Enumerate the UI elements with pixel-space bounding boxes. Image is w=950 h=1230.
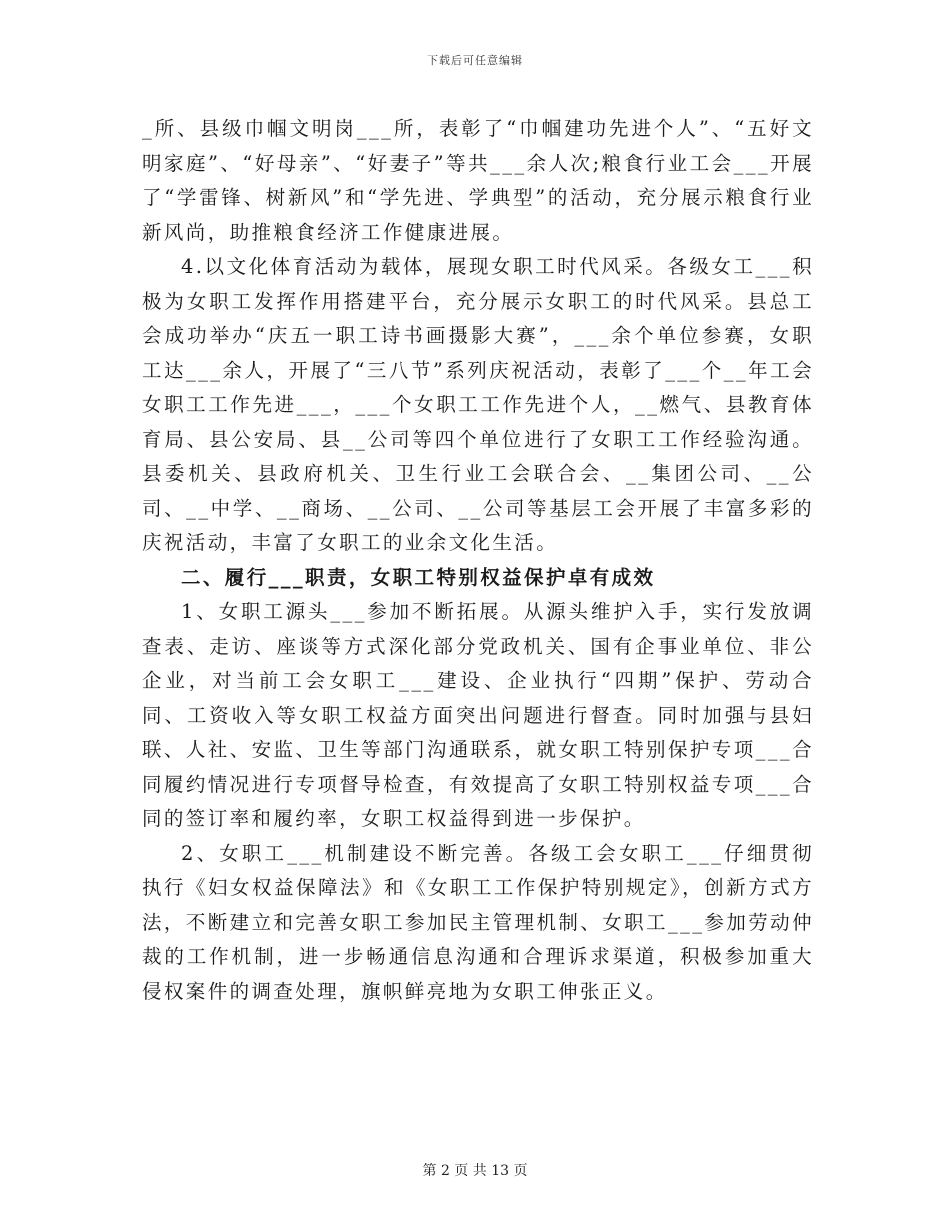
paragraph-continuation: _所、县级巾帼文明岗___所，表彰了“巾帼建功先进个人”、“五好文明家庭”、“好母亲”、“好妻子”等共___余人次;粮食行业工会___开展了“学雷锋、树新风”和“学先进、学典型”的活动，充分展示粮食行业新风尚，助推粮食经济工作健康进展。 bbox=[142, 117, 814, 244]
document-body bbox=[142, 112, 814, 1009]
page-header: 下载后可任意编辑 bbox=[427, 54, 523, 67]
section-heading: 二、履行___职责，女职工特别权益保护卓有成效 bbox=[181, 565, 656, 589]
page-number: 第 2 页 共 13 页 bbox=[422, 1163, 528, 1179]
paragraph-culture-sports: 4.以文化体育活动为载体，展现女职工时代风采。各级女工___积极为女职工发挥作用搭建平台，充分展示女职工的时代风采。县总工会成功举办“庆五一职工诗书画摄影大赛”，___余个单位参赛，女职工达___余人，开展了“三八节”系列庆祝活动，表彰了___个__年工会女职工工作先进___，___个女职工工作先进个人，__燃气、县教育体育局、县公安局、县__公司等四个单位进行了女职工工作经验沟通。县委机关、县政府机关、卫生行业工会联合会、__集团公司、__公司、__中学、__商场、__公司、__公司等基层工会开展了丰富多彩的庆祝活动，丰富了女职工的业余文化生活。 bbox=[142, 255, 814, 554]
paragraph-mechanism-building: 2、女职工___机制建设不断完善。各级工会女职工___仔细贯彻执行《妇女权益保障法》和《女职工工作保护特别规定》，创新方式方法，不断建立和完善女职工参加民主管理机制、女职工___参加劳动仲裁的工作机制，进一步畅通信息沟通和合理诉求渠道，积极参加重大侵权案件的调查处理，旗帜鲜亮地为女职工伸张正义。 bbox=[142, 841, 814, 1003]
paragraph-source-participation: 1、女职工源头___参加不断拓展。从源头维护入手，实行发放调查表、走访、座谈等方式深化部分党政机关、国有企事业单位、非公企业，对当前工会女职工___建设、企业执行“四期”保护、劳动合同、工资收入等女职工权益方面突出问题进行督查。同时加强与县妇联、人社、安监、卫生等部门沟通联系，就女职工特别保护专项___合同履约情况进行专项督导检查，有效提高了女职工特别权益专项___合同的签订率和履约率，女职工权益得到进一步保护。 bbox=[142, 600, 814, 830]
